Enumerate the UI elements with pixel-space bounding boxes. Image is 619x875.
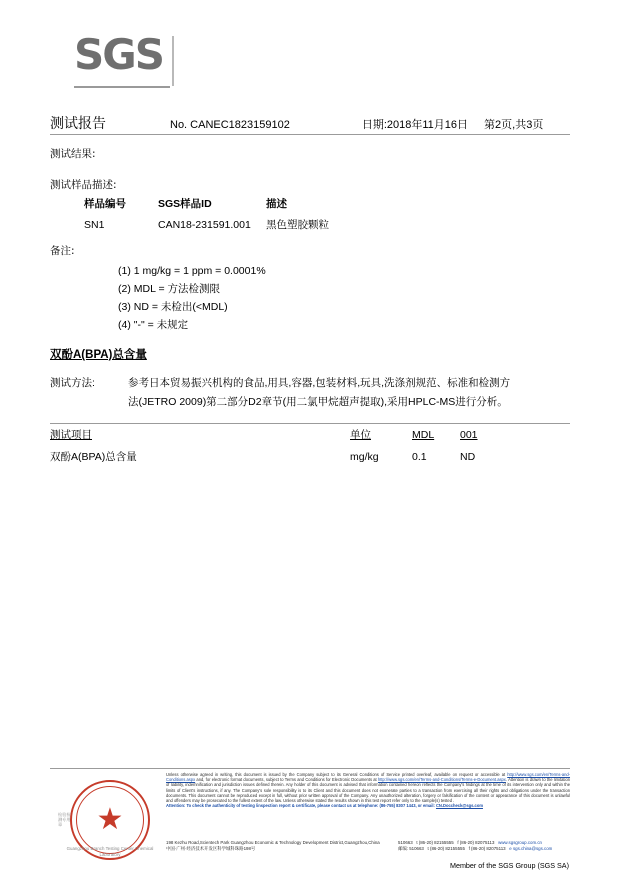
zip-en: 510663 xyxy=(398,840,413,845)
fine-line: except in full, without prior written approval of the Company. Any unauthorized alteration, forgery or falsification of the content or xyxy=(258,792,495,798)
tel-cn: t (86-20) 82155555 xyxy=(427,846,465,852)
fine-line: Unless otherwise agreed in writing, this document is issued by the Company subject to its General Conditions of Service printed xyxy=(166,772,415,777)
cell-sample-no: SN1 xyxy=(84,218,105,231)
fax-cn: f (86-20) 82075113 xyxy=(468,846,506,852)
sample-description-heading: 测试样品描述: xyxy=(50,179,117,191)
results-table xyxy=(50,423,570,468)
cell-sgs-id: CAN18-231591.001 xyxy=(158,218,251,231)
column-header-unit: 单位 xyxy=(350,429,371,441)
cell-description: 黑色塑胶颗粒 xyxy=(266,219,329,231)
company-stamp xyxy=(58,776,158,868)
email-link[interactable]: e sgs.china@sgs.com xyxy=(509,846,553,852)
sgs-logo-text: SGS xyxy=(74,30,163,79)
cell-result-001: ND xyxy=(460,451,476,463)
report-number: No. CANEC1823159102 xyxy=(170,119,290,131)
header-row xyxy=(50,113,570,133)
fine-line: and, for electronic format documents, xyxy=(195,777,265,783)
logo-vertical-bar xyxy=(172,36,174,86)
fine-line: Attention is drawn to the limitation of liability, indemnification and jurisdiction issues defined therein. Any holder of this document is xyxy=(166,777,571,788)
fine-line: results shown in this test report refer only to the sample(s) tested . xyxy=(334,798,455,804)
fine-line: advised that information contained hereon reflects the Company's findings at the time of its intervention only and within the limits of xyxy=(166,782,570,793)
column-header-description: 描述 xyxy=(266,198,287,210)
fine-line: overleaf, available on request or accessible at xyxy=(416,772,508,777)
table-header-row xyxy=(84,196,406,217)
fine-line: appearance of this document is unlawful and offenders may be prosecuted to the fullest extent of the law. Unless otherwise stated the xyxy=(166,792,570,804)
zip-cn: 邮编: 510663 xyxy=(398,846,424,852)
column-header-test-item: 测试项目 xyxy=(50,429,92,441)
column-header-sample-no: 样品编号 xyxy=(84,198,126,210)
table-row xyxy=(50,446,570,468)
page-title: 测试报告 xyxy=(50,116,106,132)
footer-divider xyxy=(50,768,570,769)
attention-email-label: or email: xyxy=(417,803,436,809)
doccheck-email-link[interactable]: CN.Doccheck@sgs.com xyxy=(435,803,483,809)
star-icon: ★ xyxy=(96,803,124,836)
address-en: 198 Kezhu Road,Scientech Park Guangzhou Economic & Technology Development District,Guangzhou,China xyxy=(166,840,380,845)
test-method-text xyxy=(128,374,548,412)
fine-line: transaction from exercising all their rights and obligations under the transaction documents. This document cannot be reproduced xyxy=(166,787,570,798)
e-document-terms-link[interactable]: http://www.sgs.com/en/Terms-and-Conditions/Terms-e-Document.aspx xyxy=(377,777,506,783)
list-item: (3) ND = 未检出(<MDL) xyxy=(118,301,228,313)
column-header-sgs-id: SGS样品ID xyxy=(158,198,212,210)
fine-line: Client's instructions, if any. The Company's sole responsibility is to its Client and this document does not exonerate parties to a xyxy=(182,787,421,793)
website-link[interactable]: www.sgsgroup.com.cn xyxy=(498,840,542,845)
page-number: 第2页,共3页 xyxy=(484,119,544,131)
test-method-label: 测试方法: xyxy=(50,377,95,389)
cell-unit: mg/kg xyxy=(350,451,379,463)
column-header-sample-001: 001 xyxy=(460,429,478,441)
list-item: (2) MDL = 方法检测限 xyxy=(118,283,220,295)
fine-line: . xyxy=(505,777,507,783)
results-intro-label: 测试结果: xyxy=(50,148,96,160)
cell-test-item: 双酚A(BPA)总含量 xyxy=(50,451,137,463)
address-cn: 中国·广州·经济技术开发区科学城科珠路198号 xyxy=(166,846,256,852)
remarks-list xyxy=(118,262,266,334)
list-item: (4) "-" = 未规定 xyxy=(118,319,189,331)
tel-en: t (86-20) 82155555 xyxy=(416,840,454,845)
cell-mdl: 0.1 xyxy=(412,451,427,463)
method-line: 参考日本贸易振兴机构的食品,用具,容器,包装材料,玩具,洗涤剂规范、标准和检测方 xyxy=(128,377,511,389)
legal-fine-print xyxy=(166,772,570,808)
stamp-caption: Guangzhou Branch Testing Center Chemical Laboratory xyxy=(66,846,154,857)
logo-underline xyxy=(74,86,170,88)
list-item: (1) 1 mg/kg = 1 ppm = 0.0001% xyxy=(118,265,266,277)
stamp-side-text: 检验检测专用章 xyxy=(58,812,71,827)
report-date: 日期:2018年11月16日 xyxy=(361,119,469,131)
member-of-group-note: Member of the SGS Group (SGS SA) xyxy=(449,861,569,870)
fax-en: f (86-20) 82075113 xyxy=(457,840,495,845)
table-row xyxy=(84,217,406,232)
results-header-row xyxy=(50,424,570,446)
method-line: 法(JETRO 2009)第二部分D2章节(用二氯甲烷超声提取),采用HPLC-MS进行分析。 xyxy=(128,396,508,408)
header-divider xyxy=(50,134,570,135)
remarks-label: 备注: xyxy=(50,245,75,257)
attention-notice: Attention: To check the authenticity of testing /inspection report & certificate, please contact us at telephone: (86-755) 8307 1443, xyxy=(166,803,417,809)
fine-line: subject to Terms and Conditions for Electronic Documents at xyxy=(265,777,378,783)
sgs-logo xyxy=(74,30,184,79)
address-row-cn xyxy=(166,846,570,852)
terms-link[interactable]: http://www.sgs.com/en/Terms-and-Conditions.aspx xyxy=(166,772,571,783)
section-heading-bpa: 双酚A(BPA)总含量 xyxy=(50,349,147,361)
page-edge xyxy=(0,0,10,875)
column-header-mdl: MDL xyxy=(412,429,435,441)
contact-cn xyxy=(398,846,570,852)
sample-description-table xyxy=(84,196,406,232)
footer-address-block xyxy=(166,840,570,853)
